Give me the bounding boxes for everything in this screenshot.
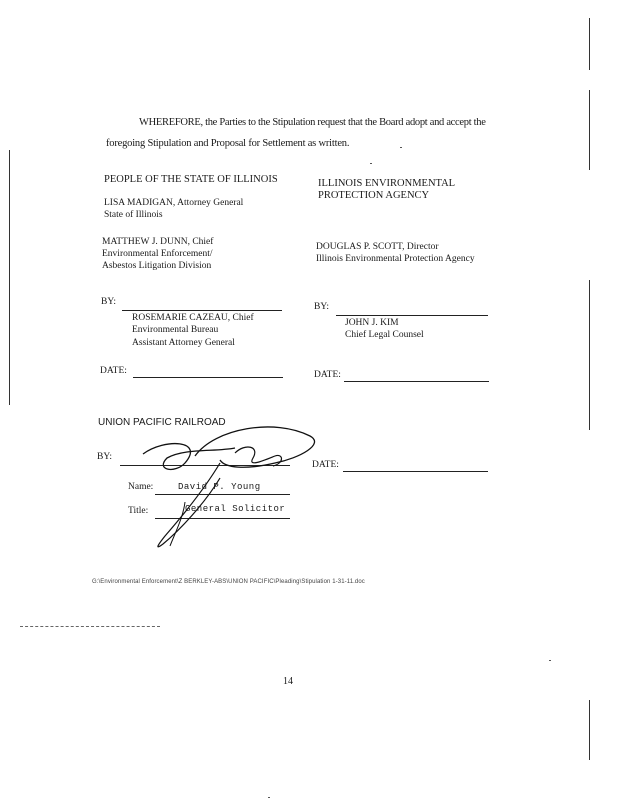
left-date-line — [133, 377, 283, 378]
scan-speck — [400, 147, 402, 148]
left-signer-title-1: Environmental Bureau — [132, 325, 219, 335]
railroad-name-value: David P. Young — [178, 482, 261, 492]
scan-edge-right-top — [589, 18, 590, 70]
left-signer-title-2: Assistant Attorney General — [132, 338, 235, 348]
scan-speck — [549, 660, 551, 661]
intro-line-2: foregoing Stipulation and Proposal for Settlement as written. — [106, 138, 350, 149]
director-name: DOUGLAS P. SCOTT, Director — [316, 242, 439, 252]
right-date-label: DATE: — [314, 370, 341, 380]
chief-name: MATTHEW J. DUNN, Chief — [102, 237, 214, 247]
railroad-name: UNION PACIFIC RAILROAD — [98, 417, 226, 428]
file-path-footer: G:\Environmental Enforcement\Z BERKLEY-ABS\UNION PACIFIC\Pleading\Stipulation 1-31-11.doc — [92, 579, 365, 585]
railroad-title-label: Title: — [128, 506, 149, 516]
page-number: 14 — [283, 676, 293, 687]
right-signer-name: JOHN J. KIM — [345, 318, 399, 328]
left-by-label: BY: — [101, 297, 116, 307]
intro-line-1: WHEREFORE, the Parties to the Stipulation request that the Board adopt and accept the — [139, 117, 486, 128]
railroad-by-label: BY: — [97, 452, 112, 462]
left-party-name: PEOPLE OF THE STATE OF ILLINOIS — [104, 174, 278, 185]
scan-dash-line — [20, 626, 160, 627]
scan-edge-left — [9, 150, 10, 405]
left-signer-name: ROSEMARIE CAZEAU, Chief — [132, 313, 254, 323]
right-signer-title: Chief Legal Counsel — [345, 330, 424, 340]
railroad-name-label: Name: — [128, 482, 154, 492]
right-party-name-1: ILLINOIS ENVIRONMENTAL — [318, 178, 456, 189]
scan-edge-right-bottom — [589, 700, 590, 760]
handwritten-signature — [125, 418, 325, 553]
attorney-general-title: State of Illinois — [104, 210, 163, 220]
left-date-label: DATE: — [100, 366, 127, 376]
scan-speck — [370, 163, 372, 164]
scan-edge-right-mid — [589, 90, 590, 170]
right-by-line — [336, 315, 488, 316]
scan-speck — [268, 797, 270, 798]
scan-edge-right-low — [589, 280, 590, 430]
right-by-label: BY: — [314, 302, 329, 312]
chief-title-2: Asbestos Litigation Division — [102, 261, 212, 271]
railroad-title-value: General Solicitor — [185, 504, 286, 514]
railroad-date-label: DATE: — [312, 460, 339, 470]
railroad-date-line — [343, 471, 488, 472]
director-title: Illinois Environmental Protection Agency — [316, 254, 475, 264]
chief-title-1: Environmental Enforcement/ — [102, 249, 213, 259]
left-by-line — [122, 310, 282, 311]
right-date-line — [344, 381, 489, 382]
right-party-name-2: PROTECTION AGENCY — [318, 190, 430, 201]
attorney-general-name: LISA MADIGAN, Attorney General — [104, 198, 244, 208]
